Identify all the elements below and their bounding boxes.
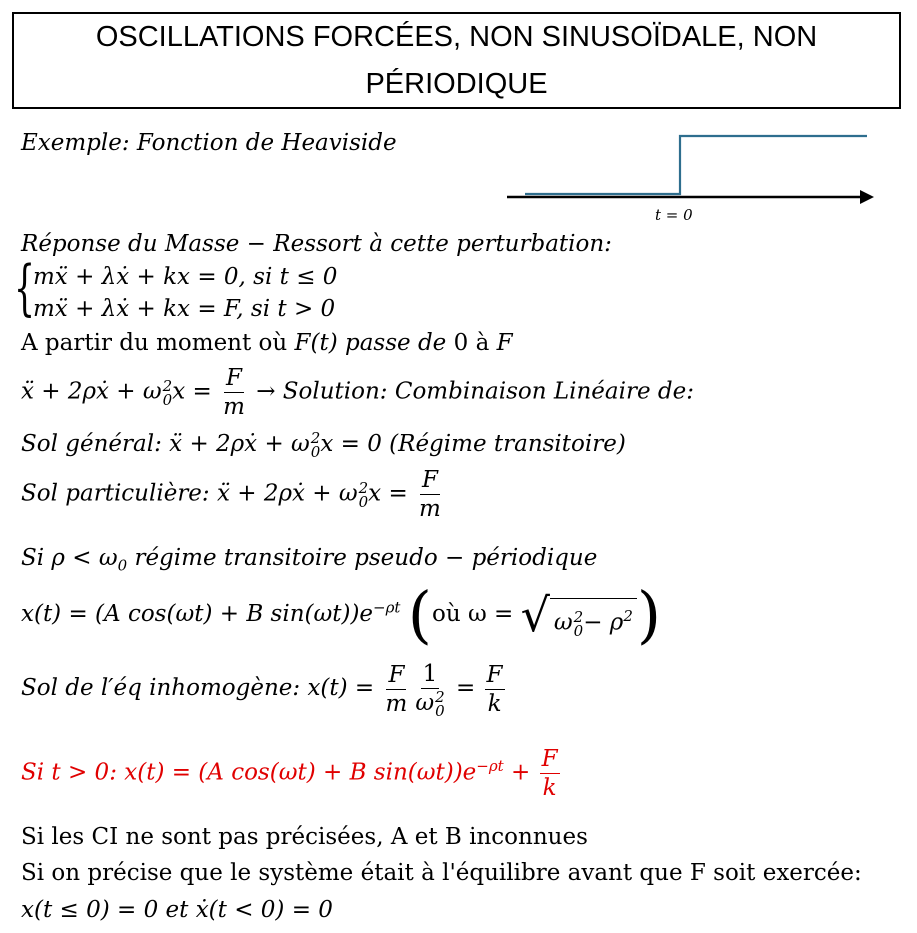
sqrt-expression: √ ω 2 0 − $\rho^2$ — [521, 592, 637, 638]
sol-particuliere-line: Sol particulière: ẍ + 2ρẋ + ω 2 0 x = $\frac{F}{m}$ — [21, 467, 441, 522]
partir-text: A partir du moment où — [21, 330, 288, 356]
ci-line: Si les CI ne sont pas précisées, A et B inconnues — [21, 824, 588, 850]
system-brace: { — [14, 253, 36, 323]
si-rho-line: Si $\rho < \omega_0$ régime transitoire pseudo − périodique — [21, 545, 598, 575]
example-label: Exemple: Fonction de Heaviside — [21, 130, 397, 156]
xt-solution-line: x(t) = (A cos(ωt) + B $\sin(\omega t))e^{-\rho t}$ (où ω = √ ω 2 0 − $\rho^2$ ) — [21, 578, 662, 651]
main-equation: ẍ + 2ρẋ + ω 2 0 x = $\frac{F}{m}$ → Solution: Combinaison Linéaire de: — [21, 365, 694, 420]
page-title: OSCILLATIONS FORCÉES, NON SINUSOÏDALE, NON PÉRIODIQUE — [95, 20, 818, 100]
fraction-f-over-m-2: $\frac{F}{m}$ — [419, 467, 441, 522]
partir-math: F(t) passe de — [294, 330, 447, 356]
system-eq-1: mẍ + λẋ + kx = 0, si t ≤ 0 — [33, 264, 338, 290]
partir-f: F — [496, 330, 513, 356]
heaviside-step-line — [525, 136, 867, 194]
partir-zero: 0 — [453, 330, 469, 356]
title-box — [12, 12, 901, 109]
partir-line — [21, 328, 513, 358]
fraction-f-over-m: $\frac{F}{m}$ — [223, 365, 245, 420]
equilibre-line: Si on précise que le système était à l'équilibre avant que F soit exercée: — [21, 860, 862, 886]
heaviside-x-label: t = 0 — [655, 206, 693, 224]
axis-arrow-icon — [860, 190, 874, 204]
reponse-line: Réponse du Masse − Ressort à cette perturbation: — [21, 231, 612, 257]
inhomogene-line: Sol de l′éq inhomogène: x(t) = $\frac{F}{m}$ 1 ω 2 0 = $\frac{F}{k}$ — [21, 661, 503, 720]
system-eq-2: mẍ + λẋ + kx = F, si t > 0 — [33, 296, 336, 322]
red-solution-line: Si t > 0: x(t) = (A cos(ωt) + B $\sin(\omega t))e^{-\rho t}$ + $\frac{F}{k}$ — [21, 746, 558, 801]
final-condition-line: x(t ≤ 0) = 0 et ẋ(t < 0) = 0 — [21, 897, 333, 923]
sol-general-line: Sol général: ẍ + 2ρẋ + ω 2 0 x = 0 (Régime transitoire) — [21, 429, 626, 461]
partir-a: à — [475, 330, 490, 356]
